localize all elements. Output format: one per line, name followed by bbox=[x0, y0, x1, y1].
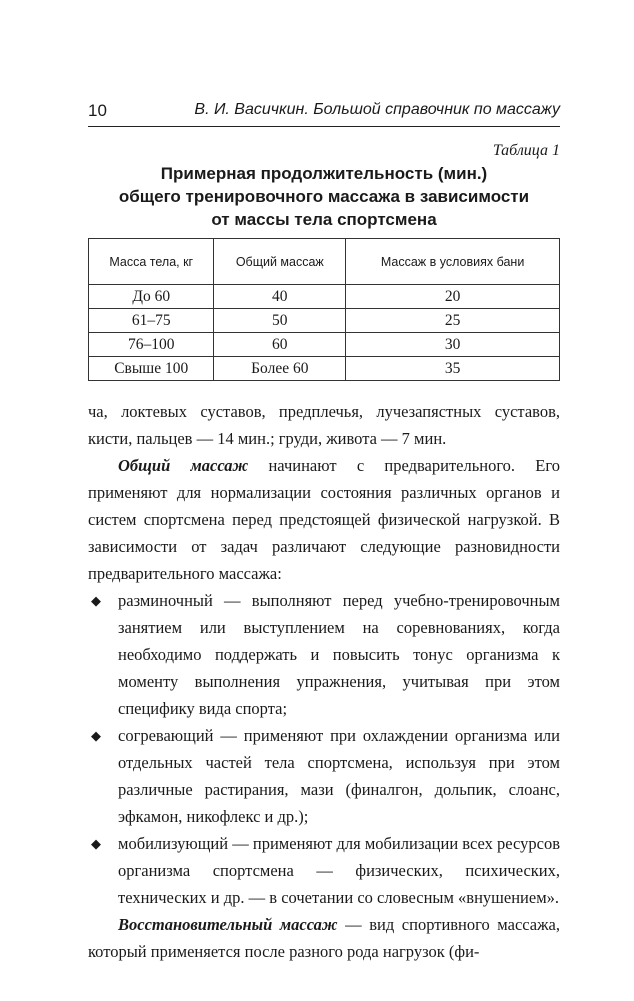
list-item bbox=[88, 587, 560, 722]
table-cell: Более 60 bbox=[214, 357, 346, 381]
table-row bbox=[89, 333, 560, 357]
continuation-paragraph: ча, локтевых суставов, предплечья, лучезапястных суставов, кисти, пальцев — 14 мин.; груди, живота — 7 мин. bbox=[88, 402, 560, 448]
table-title-line: от массы тела спортсмена bbox=[211, 210, 437, 229]
table-cell: 25 bbox=[346, 309, 560, 333]
page-number: 10 bbox=[88, 101, 107, 120]
table-header-row bbox=[89, 239, 560, 285]
data-table bbox=[88, 238, 560, 381]
table-title-line: общего тренировочного массажа в зависимости bbox=[118, 187, 530, 206]
column-header-bath: Массаж в условиях бани bbox=[346, 239, 560, 285]
body-text bbox=[88, 398, 560, 965]
general-massage-text: начинают с предварительного. Его применяют для нормализации состояния различных органов и систем спортсмена перед предстоящей физической нагрузкой. В зависимости от задач различают следующие разновидности предварительного массажа: bbox=[88, 456, 560, 583]
table-row bbox=[89, 357, 560, 381]
list-item-text: разминочный — выполняют перед учебно-тренировочным занятием или выступлением на соревнованиях, когда необходимо поддержать и повысить тонус организма к моменту выполнения упражнения, учитывая при этом специфику вида спорта; bbox=[118, 591, 560, 718]
massage-types-list bbox=[88, 587, 560, 911]
list-item-text: мобилизующий — применяют для мобилизации всех ресурсов организма спортсмена — физических, психических, технических и др. — в сочетании со словесным «внушением». bbox=[118, 834, 560, 907]
list-item-text: согревающий — применяют при охлаждении организма или отдельных частей тела спортсмена, используя при этом различные растирания, мази (финалгон, дольпик, слоанс, эфкамон, никофлекс и др.); bbox=[118, 726, 560, 826]
table-label: Таблица 1 bbox=[492, 142, 560, 159]
column-header-general: Общий массаж bbox=[214, 239, 346, 285]
table-cell: 35 bbox=[346, 357, 560, 381]
recovery-massage-text: — вид спортивного массажа, который применяется после разного рода нагрузок (фи- bbox=[88, 915, 560, 961]
running-title: В. И. Васичкин. Большой справочник по массажу bbox=[194, 101, 560, 118]
table-row bbox=[89, 309, 560, 333]
diamond-bullet-icon: ◆ bbox=[91, 728, 101, 743]
general-massage-term: Общий массаж bbox=[118, 456, 249, 475]
table-cell: 60 bbox=[214, 333, 346, 357]
running-header bbox=[88, 98, 560, 127]
table-title-line: Примерная продолжительность (мин.) bbox=[160, 164, 488, 183]
table-row bbox=[89, 285, 560, 309]
recovery-massage-paragraph bbox=[88, 911, 560, 965]
table-title bbox=[88, 162, 560, 231]
diamond-bullet-icon: ◆ bbox=[91, 593, 101, 608]
table-cell: 61–75 bbox=[89, 309, 214, 333]
table-cell: 40 bbox=[214, 285, 346, 309]
table-cell: Свыше 100 bbox=[89, 357, 214, 381]
table-cell: 76–100 bbox=[89, 333, 214, 357]
table-cell: 30 bbox=[346, 333, 560, 357]
recovery-massage-term: Восстановительный массаж bbox=[118, 915, 338, 934]
table-cell: 20 bbox=[346, 285, 560, 309]
column-header-mass: Масса тела, кг bbox=[89, 239, 214, 285]
general-massage-paragraph bbox=[88, 452, 560, 587]
table-cell: 50 bbox=[214, 309, 346, 333]
diamond-bullet-icon: ◆ bbox=[91, 836, 101, 851]
list-item bbox=[88, 722, 560, 830]
list-item bbox=[88, 830, 560, 911]
table-cell: До 60 bbox=[89, 285, 214, 309]
